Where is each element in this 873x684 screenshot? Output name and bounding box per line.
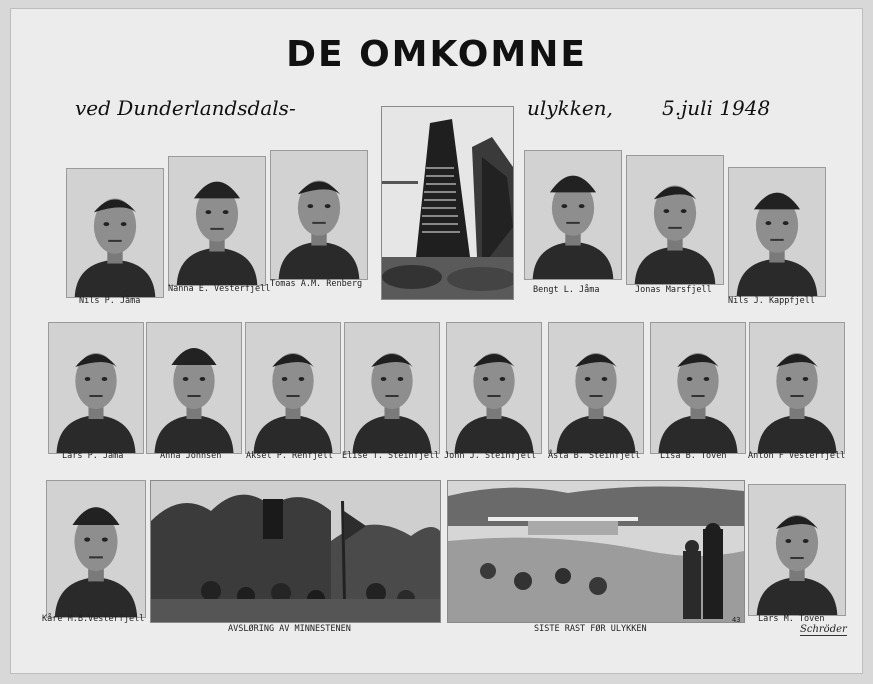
portrait-caption: Lars P. Jåma [62,451,124,461]
portrait-caption: Tomas A.M. Renberg [270,279,363,289]
portrait-photo [524,150,622,280]
portrait-photo [650,322,746,454]
last-rest-caption: SISTE RAST FØR ULYKKEN [534,624,647,634]
unveiling-photo [150,480,441,623]
subtitle-right-a: ulykken, [527,96,613,120]
subtitle-left: ved Dunderlandsdals- [75,96,296,120]
memorial-stone-photo [381,106,514,300]
portrait-caption: Anna Johnsen [160,451,222,461]
page-title: DE OMKOMNE [286,34,587,75]
portrait-caption: Jonas Marsfjell [635,285,712,295]
portrait-photo [728,167,826,297]
photographer-signature: Schröder [800,624,847,635]
portrait-caption: Nils P. Jåma [79,296,141,306]
portrait-caption: John J. Steinfjell [444,451,537,461]
last-rest-number: 43 [732,616,741,624]
portrait-caption: Bengt L. Jåma [533,285,600,295]
portrait-photo [446,322,542,454]
portrait-photo [48,322,144,454]
subtitle-right-b: 5.juli 1948 [662,96,771,120]
portrait-photo [344,322,440,454]
portrait-photo [66,168,164,298]
portrait-photo [46,480,146,618]
last-rest-photo [447,480,745,623]
portrait-photo [548,322,644,454]
portrait-caption: Aksel P. Renfjell [246,451,333,461]
portrait-photo [146,322,242,454]
portrait-photo [168,156,266,286]
portrait-photo [270,150,368,280]
portrait-caption: Nils J. Kappfjell [728,296,815,306]
portrait-photo [626,155,724,285]
portrait-caption: Lars M. Toven [758,614,825,624]
portrait-photo [245,322,341,454]
portrait-photo [749,322,845,454]
portrait-caption: Elise T. Steinfjell [342,451,440,461]
unveiling-caption: AVSLØRING AV MINNESTENEN [228,624,351,634]
portrait-photo [748,484,846,616]
portrait-caption: Anton F Vesterfjell [748,451,846,461]
portrait-caption: Åsta B. Steinfjell [548,451,641,461]
portrait-caption: Lisa B. Toven [660,451,727,461]
portrait-caption: Nanna E. Vesterfjell [168,284,271,294]
portrait-caption: Kåre M.B.Vesterfjell [42,614,145,624]
